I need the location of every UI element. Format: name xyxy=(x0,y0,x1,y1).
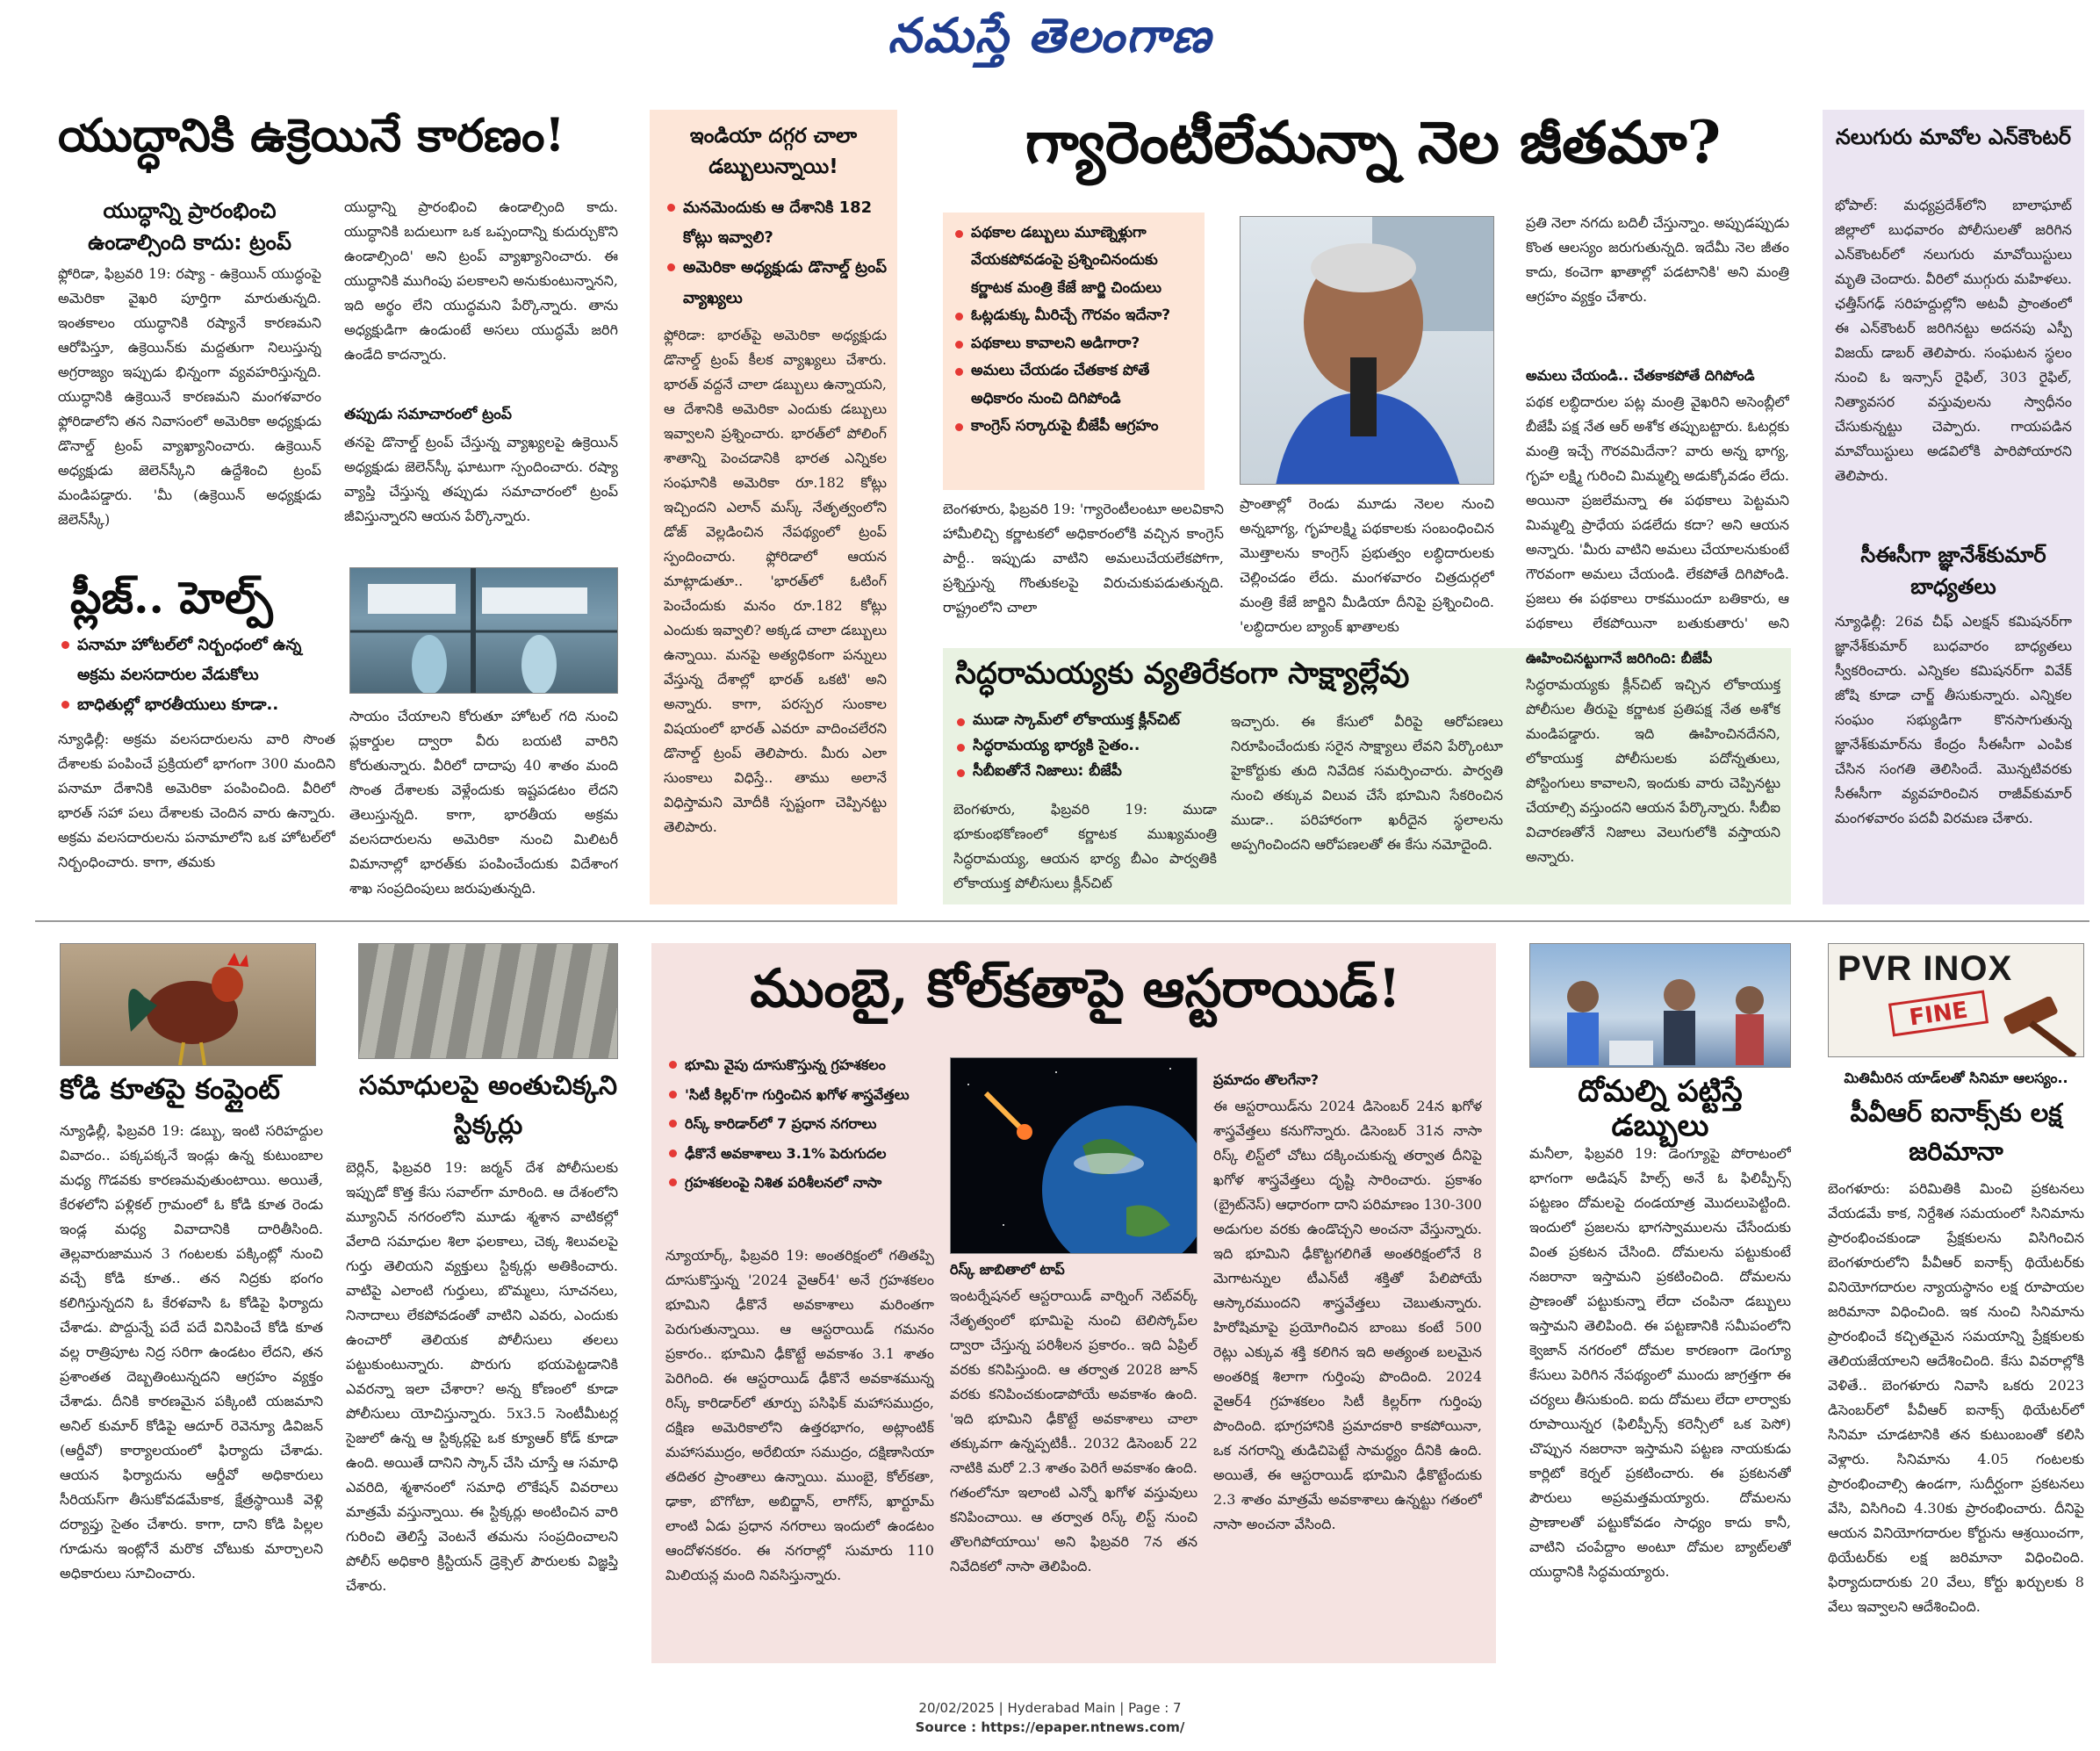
earth-asteroid-photo xyxy=(950,1057,1197,1254)
article-body: సిద్ధరామయ్యకు క్లీన్‌చిట్ ఇచ్చిన లోకాయుక్త పోలీసుల తీరుపై కర్ణాటక ప్రతిపక్ష నేత అశోక మండిపడ్డారు. ఇది ఊహించినదేనని, లోకాయుక్త పోలీసులకు పదోన్నతులు, పోస్టింగులు కావాలని, ఇందుకు వారు చెప్పినట్టు చేయాల్సి వస్తుందని ఆయన పేర్కొన్నారు. సీబీఐ విచారణతోనే నిజాలు వెలుగులోకి వస్తాయని అన్నారు. xyxy=(1526,676,1780,865)
bullet-item: ఓట్లడుక్కు మీరిచ్చే గౌరవం ఇదేనా? xyxy=(952,302,1199,329)
article-body: న్యూయార్క్, ఫిబ్రవరి 19: అంతరిక్షంలో గతితప్పి దూసుకొస్తున్న '2024 వైఆర్4' అనే గ్రహశకలం భూమిని ఢీకొనే అవకాశాలు మరింతగా పెరుగుతున్నాయి. ఆ ఆస్టరాయిడ్ గమనం ప్రకారం.. భూమిని ఢీకొట్టే అవకాశం 3.1 శాతం పెరిగింది. ఈ ఆస్టరాయిడ్ ఢీకొనే అవకాశమున్న రిస్క్ కారిడార్‌లో తూర్పు పసిఫిక్ మహాసముద్రం, దక్షిణ అమెరికాలోని ఉత్తరభాగం, అట్లాంటిక్ మహాసముద్రం, అరేబియా సముద్రం, దక్షిణాసియా తదితర ప్రాంతాలు ఉన్నాయి. ముంబై, కోల్‌కతా, ఢాకా, బొగోటా, అబిద్జాన్, లాగోస్, ఖార్టూమ్ లాంటి ఏడు ప్రధాన నగరాలు ఇందులో ఉండటం ఆందోళనకరం. ఈ నగరాల్లో సుమారు 110 మిలియన్ల మంది నివసిస్తున్నారు. xyxy=(665,1247,934,1583)
bullet-item: పనామా హోటల్‌లో నిర్బంధంలో ఉన్న అక్రమ వలసదారుల వేడుకోలు xyxy=(58,631,335,690)
mosquito-photo-graphic xyxy=(1530,944,1791,1068)
subhead-siddaramaiah: ఊహించినట్టుగానే జరిగింది: బీజేపీ xyxy=(1526,650,1713,667)
article-body: న్యూఢిల్లీ: 26వ చీఫ్ ఎలక్షన్ కమిషనర్‌గా జ్ఞానేశ్‌కుమార్ బుధవారం బాధ్యతలు స్వీకరించారు. ఎన్నికల కమిషనర్‌గా వివేక్ జోషి కూడా చార్జ్ తీసుకున్నారు. ఎన్నికల సంఘం సభ్యుడిగా కొనసాగుతున్న జ్ఞానేశ్‌కుమార్‌ను కేంద్రం సీఈసీగా ఎంపిక చేసిన సంగతి తెలిసిందే. మొన్నటివరకు సీఈసీగా వ్యవహరించిన రాజీవ్‌కుమార్ మంగళవారం పదవీ విరమణ చేశారు. xyxy=(1835,613,2072,826)
cec-title: సీఈసీగా జ్ఞానేశ్‌కుమార్ బాధ్యతలు xyxy=(1860,543,2046,599)
headline-ukraine: యుద్ధానికి ఉక్రెయినే కారణం! xyxy=(58,109,565,162)
headline-siddaramaiah: సిద్ధరామయ్యకు వ్యతిరేకంగా సాక్ష్యాల్లేవు xyxy=(955,656,1410,691)
article-body: మనీలా, ఫిబ్రవరి 19: డెంగ్యూపై పోరాటంలో భాగంగా అడిషన్ హిల్స్ అనే ఓ ఫిలిప్పీన్స్ పట్టణం దోమలపై దండయాత్ర మొదలుపెట్టింది. ఇందులో ప్రజలను భాగస్వాములను చేసేందుకు వింత ప్రకటన చేసింది. దోమలను పట్టుకుంటే నజరానా ఇస్తామని ప్రకటించింది. దోమలను ప్రాణంతో పట్టుకున్నా లేదా చంపినా డబ్బులు ఇస్తామని తెలిపింది. ఈ పట్టణానికి సమీపంలోని క్వెజాన్ నగరంలో దోమల కారణంగా డెంగ్యూ కేసులు పెరిగిన నేపథ్యంలో ముందు జాగ్రత్తగా ఈ చర్యలు తీసుకుంది. ఐదు దోమలు లేదా లార్వాకు రూపాయిన్నర (ఫిలిప్పీన్స్ కరెన్సీలో ఒక పెసో) చొప్పున నజరానా ఇస్తామని పట్టణ నాయకుడు కార్లిటో కెర్నల్ ప్రకటించారు. ఈ ప్రకటనతో పౌరులు అప్రమత్తమయ్యారు. దోమలను ప్రాణాలతో పట్టుకోవడం సాధ్యం కాదు కానీ, వాటిని చంపేద్దాం అంటూ దోమల బ్యాట్‌లతో యుద్ధానికి సిద్ధమయ్యారు. xyxy=(1529,1145,1791,1580)
divider xyxy=(35,920,2089,922)
fine-stamp: FINE xyxy=(1888,991,1989,1037)
mosquito-collection-photo xyxy=(1529,943,1791,1068)
headline-rooster: కోడి కూతపై కంప్లైంట్ xyxy=(60,1072,280,1106)
article-body: న్యూఢిల్లీ: అక్రమ వలసదారులను వారి సొంత దేశాలకు పంపించే ప్రక్రియలో భాగంగా 300 మందిని పనామా దేశానికి అమెరికా పంపించింది. వీరిలో భారత్ సహా పలు దేశాలకు చెందిన వారు ఉన్నారు. అక్రమ వలసదారులను పనామాలోని ఒక హోటల్‌లో నిర్బంధించారు. కాగా, తమకు xyxy=(58,731,335,870)
hotel-window-photo xyxy=(349,567,618,694)
pvr-kicker: మితిమీరిన యాడ్‌లతో సినిమా ఆలస్యం.. xyxy=(1844,1070,2068,1086)
gavel-icon xyxy=(1987,997,2083,1057)
article-body: ఈ ఆస్టరాయిడ్‌ను 2024 డిసెంబర్ 24న ఖగోళ శాస్త్రవేత్తలు కనుగొన్నారు. డిసెంబర్ 31న నాసా రిస్క్ లిస్ట్‌లో చోటు దక్కించుకున్న తర్వాత దీనిపై ఖగోళ శాస్త్రవేత్తలు దృష్టి సారించారు. ప్రకాశం (బ్రైట్‌నెస్) ఆధారంగా దాని పరిమాణం 130-300 అడుగుల వరకు ఉండొచ్చని అంచనా వేస్తున్నారు. ఇది భూమిని ఢీకొట్టగలిగితే అంతరిక్షంలోనే 8 మెగాటన్నుల టీఎన్‌టీ శక్తితో పేలిపోయే ఆస్కారముందని శాస్త్రవేత్తలు చెబుతున్నారు. హిరోషిమాపై ప్రయోగించిన బాంబు కంటే 500 రెట్లు ఎక్కువ శక్తి కలిగిన ఇది అత్యంత బలమైన అంతరిక్ష శిలాగా గుర్తింపు పొందింది. 2024 వైఆర్4 గ్రహశకలం సిటీ కిల్లర్‌గా గుర్తింపు పొందింది. భూగ్రహానికి ప్రమాదకారి కాకపోయినా, ఒక నగరాన్ని తుడిచిపెట్టే సామర్థ్యం దీనికి ఉంది. అయితే, ఈ ఆస్టరాయిడ్ భూమిని ఢీకొట్టేందుకు 2.3 శాతం మాత్రమే అవకాశాలు ఉన్నట్టు గతంలో నాసా అంచనా వేసింది. xyxy=(1213,1098,1482,1532)
bullet-item: ఢీకొనే అవకాశాలు 3.1% పెరుగుదల xyxy=(665,1139,929,1169)
pvr-inox-logo: PVR INOX xyxy=(1838,949,2013,988)
bullet-list xyxy=(952,220,1199,441)
bullet-list xyxy=(665,1050,929,1198)
bullet-list xyxy=(664,193,887,313)
hotel-window-photo-graphic xyxy=(350,568,618,694)
bullet-item: కాంగ్రెస్ సర్కారుపై బీజేపీ ఆగ్రహం xyxy=(952,413,1199,440)
india-money-title: ఇండియా దగ్గర చాలా డబ్బులున్నాయి! xyxy=(689,125,858,178)
bullet-item: బాధితుల్లో భారతీయులు కూడా.. xyxy=(58,690,335,720)
earth-asteroid-graphic xyxy=(951,1058,1197,1254)
headline-pvr: పీవీఆర్ ఐనాక్స్‌కు లక్ష జరిమానా xyxy=(1850,1098,2062,1166)
article-body: తనపై డొనాల్డ్ ట్రంప్ చేస్తున్న వ్యాఖ్యలపై ఉక్రెయిన్ అధ్యక్షుడు జెలెన్‌స్కీ ఘాటుగా స్పందించారు. రష్యా వ్యాప్తి చేస్తున్న తప్పుడు సమాచారంలో ట్రంప్ జీవిస్తున్నారని ఆయన పేర్కొన్నారు. xyxy=(344,434,618,524)
article-body: ప్రతి నెలా నగదు బదిలీ చేస్తున్నాం. అప్పుడప్పుడు కొంత ఆలస్యం జరుగుతున్నది. ఇదేమీ నెల జీతం కాదు, కంచెగా ఖాతాల్లో పడటానికి' అని మంత్రి ఆగ్రహం వ్యక్తం చేశారు. xyxy=(1526,214,1789,305)
article-body: న్యూఢిల్లీ, ఫిబ్రవరి 19: డబ్బు, ఇంటి సరిహద్దుల వివాదం.. పక్కపక్కనే ఇండ్లు ఉన్న కుటుంబాల మధ్య గొడవకు కారణమవుతుంటాయి. అయితే, కేరళలోని పళ్లికల్ గ్రామంలో ఓ కోడి కూత రెండు ఇండ్ల మధ్య వివాదానికి దారితీసింది. తెల్లవారుజామున 3 గంటలకు పక్కింట్లో నుంచి వచ్చే కోడి కూత.. తన నిద్రకు భంగం కలిగిస్తున్నదని ఓ కేరళవాసి ఓ కోడిపై ఫిర్యాదు చేశాడు. పొద్దున్నే పదే పదే వినిపించే కోడి కూత వల్ల రాత్రిపూట నిద్ర సరిగా ఉండటం లేదని, తన ప్రశాంతత దెబ్బతింటున్నదని ఆగ్రహం వ్యక్తం చేశాడు. దీనికి కారణమైన పక్కింటి యజమాని అనిల్ కుమార్ కోడిపై ఆదూర్ రెవెన్యూ డివిజన్ (ఆర్డీవో) కార్యాలయంలో ఫిర్యాదు చేశాడు. ఆయన ఫిర్యాదును ఆర్డీవో అధికారులు సీరియస్‌గా తీసుకోవడమేకాక, క్షేత్రస్థాయికి వెళ్లి దర్యాప్తు సైతం చేశారు. కాగా, దాని కోడి పిల్లల గూడును ఇంట్లోనే మరొక చోటుకు మార్చాలని అధికారులు సూచించారు. xyxy=(60,1122,323,1582)
bullet-item: పథకాలు కావాలని అడిగారా? xyxy=(952,330,1199,357)
subhead-guarantee: అమలు చేయండి.. చేతకాకపోతే దిగిపోండి xyxy=(1526,367,1755,384)
article-body: బెంగళూరు, ఫిబ్రవరి 19: ముడా భూకుంభకోణంలో కర్ణాటక ముఖ్యమంత్రి సిద్ధరామయ్య, ఆయన భార్య బీఎం పార్వతికి లోకాయుక్త పోలీసులు క్లీన్‌చిట్ xyxy=(953,801,1217,891)
subhead-ukraine-2: తప్పుడు సమాచారంలో ట్రంప్ xyxy=(344,406,512,423)
headline-guarantee: గ్యారెంటీలేమన్నా నెల జీతమా? xyxy=(1025,108,1722,177)
bullet-item: రిస్క్ కారిడార్‌లో 7 ప్రధాన నగరాలు xyxy=(665,1109,929,1139)
bullet-item: సిద్ధరామయ్య భార్యకి సైతం.. xyxy=(953,733,1217,759)
article-body: భోపాల్: మధ్యప్రదేశ్‌లోని బాలాఘాట్ జిల్లాలో బుధవారం పోలీసులతో జరిగిన ఎన్‌కౌంటర్‌లో నలుగురు మావోయిస్టులు మృతి చెందారు. వీరిలో ముగ్గురు మహిళలు. ఛత్తీస్‌గఢ్ సరిహద్దుల్లోని అటవీ ప్రాంతంలో ఈ ఎన్‌కౌంటర్ జరిగినట్టు అదనపు ఎస్పీ విజయ్ డాబర్ తెలిపారు. సంఘటన స్థలం నుంచి ఓ ఇన్సాస్ రైఫిల్, 303 రైఫిల్, నిత్యావసర వస్తువులను స్వాధీనం చేసుకున్నట్టు చెప్పారు. గాయపడిన మావోయిస్టులు అడవిలోకి పారిపోయారని తెలిపారు. xyxy=(1835,197,2072,484)
page-footer xyxy=(0,1699,2100,1738)
subhead-asteroid-2: ప్రమాదం తొలగేనా? xyxy=(1213,1071,1320,1088)
article-body: ఇచ్చారు. ఈ కేసులో వీరిపై ఆరోపణలు నిరూపించేందుకు సరైన సాక్ష్యాలు లేవని పేర్కొంటూ హైకోర్టుకు తుది నివేదిక సమర్పించారు. పార్వతి నుంచి తక్కువ విలువ చేసే భూమిని సేకరించిన ముడా.. పరిహారంగా ఖరీదైన స్థలాలను అప్పగించిందని ఆరోపణలతో ఈ కేసు నమోదైంది. xyxy=(1231,713,1503,853)
masthead: నమస్తే తెలంగాణ xyxy=(888,7,1212,63)
rooster-photo-graphic xyxy=(61,944,316,1066)
minister-photo xyxy=(1240,216,1494,485)
article-body: ఫ్లోరిడా: భారత్‌పై అమెరికా అధ్యక్షుడు డొనాల్డ్ ట్రంప్ కీలక వ్యాఖ్యలు చేశారు. భారత్ వద్దనే చాలా డబ్బులు ఉన్నాయని, ఆ దేశానికి అమెరికా ఎందుకు డబ్బులు ఇవ్వాలని ప్రశ్నించారు. భారత్‌లో పోలింగ్ శాతాన్ని పెంచడానికి భారత ఎన్నికల సంఘానికి అమెరికా రూ.182 కోట్లు ఇచ్చిందని ఎలాన్ మస్క్ నేతృత్వంలోని డోజ్ వెల్లడించిన నేపథ్యంలో ట్రంప్ స్పందించారు. ఫ్లోరిడాలో ఆయన మాట్లాడుతూ.. 'భారత్‌లో ఓటింగ్ పెంచేందుకు మనం రూ.182 కోట్లు ఎందుకు ఇవ్వాలి? అక్కడ చాలా డబ్బులు ఉన్నాయి. మనపై అత్యధికంగా పన్నులు వేస్తున్న దేశాల్లో భారత్ ఒకటి' అని అన్నారు. కాగా, పరస్పర సుంకాల విషయంలో భారత్ ఎవరూ వాదించలేరని డొనాల్డ్ ట్రంప్ తెలిపారు. మీరు ఎలా సుంకాలు విధిస్తే.. తాము అలానే విధిస్తామని మోదీకి స్పష్టంగా చెప్పినట్టు తెలిపారు. xyxy=(664,327,887,835)
bullet-item: అమలు చేయడం చేతకాక పోతే అధికారం నుంచి దిగిపోండి xyxy=(952,357,1199,413)
minister-photo-graphic xyxy=(1241,217,1494,485)
cemetery-photo xyxy=(358,943,618,1059)
headline-graves: సమాధులపై అంతుచిక్కని స్టిక్కర్లు xyxy=(358,1070,618,1141)
bullet-item: అమెరికా అధ్యక్షుడు డొనాల్డ్ ట్రంప్ వ్యాఖ్యలు xyxy=(664,253,887,313)
article-body: సాయం చేయాలని కోరుతూ హోటల్ గది నుంచి ప్లకార్డుల ద్వారా వీరు బయటి వారిని కోరుతున్నారు. వీరిలో దాదాపు 40 శాతం మంది సొంత దేశాలకు వెళ్లేందుకు ఇష్టపడటం లేదని తెలుస్తున్నది. కాగా, భారతీయ అక్రమ వలసదారులను అమెరికా నుంచి మిలిటరీ విమానాల్లో భారత్‌కు పంపించేందుకు విదేశాంగ శాఖ సంప్రదింపులు జరుపుతున్నది. xyxy=(349,708,618,897)
bullet-item: సీబీఐతోనే నిజాలు: బీజేపీ xyxy=(953,759,1217,784)
bullet-item: 'సిటీ కిల్లర్'గా గుర్తించిన ఖగోళ శాస్త్రవేత్తలు xyxy=(665,1080,929,1110)
article-body: ఫ్లోరిడా, ఫిబ్రవరి 19: రష్యా - ఉక్రెయిన్ యుద్ధంపై అమెరికా వైఖరి పూర్తిగా మారుతున్నది. ఇంతకాలం యుద్ధానికి రష్యానే కారణమని ఆరోపిస్తూ, ఉక్రెయిన్‌కు మద్దతుగా నిలుస్తున్న అగ్రరాజ్యం ఇప్పుడు భిన్నంగా వ్యవహరిస్తున్నది. యుద్ధానికి ఉక్రెయినే కారణమని మంగళవారం ఫ్లోరిడాలోని తన నివాసంలో అమెరికా అధ్యక్షుడు డొనాల్డ్ ట్రంప్ వ్యాఖ్యానించారు. ఉక్రెయిన్ అధ్యక్షుడు జెలెన్‌స్కీని ఉద్దేశించి ట్రంప్ మండిపడ్డారు. 'మీ (ఉక్రెయిన్ అధ్యక్షుడు జెలెన్‌స్కీ) xyxy=(58,265,321,528)
article-body: ఇంటర్నేషనల్ ఆస్టరాయిడ్ వార్నింగ్ నెట్‌వర్క్ నేతృత్వంలో భూమిపై నుంచి టెలిస్కోప్‌ల ద్వారా చేస్తున్న పరిశీలన ప్రకారం.. ఇది ఏప్రిల్ వరకు కనిపిస్తుంది. ఆ తర్వాత 2028 జూన్ వరకు కనిపించకుండాపోయే అవకాశం ఉంది. 'ఇది భూమిని ఢీకొట్టే అవకాశాలు చాలా తక్కువగా ఉన్నప్పటికీ.. 2032 డిసెంబర్ 22 నాటికి మరో 2.3 శాతం పెరిగే అవకాశం ఉంది. గతంలోనూ ఇలాంటి ఎన్నో ఖగోళ వస్తువులు కనిపించాయి. ఆ తర్వాత రిస్క్ లిస్ట్ నుంచి తొలగిపోయాయి' అని ఫిబ్రవరి 7న తన నివేదికలో నాసా తెలిపింది. xyxy=(950,1287,1197,1574)
footer-source: Source : https://epaper.ntnews.com/ xyxy=(915,1719,1185,1735)
pvr-inox-photo xyxy=(1828,943,2084,1057)
article-body: ప్రాంతాల్లో రెండు మూడు నెలల నుంచి అన్నభాగ్య, గృహలక్ష్మి పథకాలకు సంబంధించిన మొత్తాలను కాంగ్రెస్ ప్రభుత్వం లబ్ధిదారులకు చెల్లించడం లేదు. మంగళవారం చిత్రదుర్గలో మంత్రి కేజే జార్జిని మీడియా దీనిపై ప్రశ్నించింది. 'లబ్ధిదారుల బ్యాంక్ ఖాతాలకు xyxy=(1240,495,1494,635)
subhead-ukraine: యుద్ధాన్ని ప్రారంభించి ఉండాల్సింది కాదు: ట్రంప్ xyxy=(88,198,291,255)
article-body: యుద్ధాన్ని ప్రారంభించి ఉండాల్సింది కాదు. యుద్ధానికి బదులుగా ఒక ఒప్పందాన్ని కుదుర్చుకొని ఉండాల్సింది' అని ట్రంప్ వ్యాఖ్యానించారు. ఈ యుద్ధానికి ముగింపు పలకాలని అనుకుంటున్నానని, ఇది అర్థం లేని యుద్ధమని పేర్కొన్నారు. తాను అధ్యక్షుడిగా ఉండుంటే అసలు యుద్ధమే జరిగి ఉండేది కాదన్నారు. xyxy=(344,198,618,363)
headline-asteroid: ముంబై, కోల్‌కతాపై ఆస్టరాయిడ్! xyxy=(750,958,1401,1020)
maoist-title: నలుగురు మావోల ఎన్‌కౌంటర్ xyxy=(1835,125,2072,149)
subhead-asteroid: రిస్క్ జాబితాలో టాప్ xyxy=(950,1261,1065,1278)
bullet-item: భూమి వైపు దూసుకొస్తున్న గ్రహశకలం xyxy=(665,1050,929,1080)
bullet-item: మనమెందుకు ఆ దేశానికి 182 కోట్లు ఇవ్వాలి? xyxy=(664,193,887,253)
bullet-item: పథకాల డబ్బులు మూణ్నెళ్లుగా వేయకపోవడంపై ప్రశ్నించినందుకు కర్ణాటక మంత్రి కేజే జార్జి చిందులు xyxy=(952,220,1199,302)
article-body: పథక లబ్ధిదారుల పట్ల మంత్రి వైఖరిని అసెంబ్లీలో బీజేపీ పక్ష నేత ఆర్ అశోక తప్పుబట్టారు. ఓటర్లకు మంత్రి ఇచ్చే గౌరవమిదేనా? వారు అన్న భాగ్య, గృహ లక్ష్మి గురించి మిమ్మల్ని అడుక్కోవడం లేదు. అయినా ప్రజలేమన్నా ఈ పథకాలు పెట్టమని మిమ్మల్ని ప్రాధేయ పడలేదు కదా? అని ఆయన అన్నారు. 'మీరు వాటిని అమలు చేయాలనుకుంటే గౌరవంగా అమలు చేయండి. లేకపోతే దిగిపోండి. ప్రజలు ఈ పథకాలు రాకముందూ బతికారు, ఆ పథకాలు లేకపోయినా బతుకుతారు' అని xyxy=(1526,393,1789,631)
bullet-item: ముడా స్కామ్‌లో లోకాయుక్త క్లీన్‌చిట్ xyxy=(953,708,1217,733)
article-body: బెంగళూరు: పరిమితికి మించి ప్రకటనలు వేయడమే కాక, నిర్దేశిత సమయంలో సినిమాను ప్రారంభించకుండా ప్రేక్షకులను విసిగించిన బెంగళూరులోని పీవీఆర్ ఐనాక్స్ థియేటర్‌కు వినియోగదారుల న్యాయస్థానం లక్ష రూపాయల జరిమానా విధించింది. ఇక నుంచి సినిమాను ప్రారంభించే కచ్చితమైన సమయాన్ని ప్రేక్షకులకు తెలియజేయాలని ఆదేశించింది. కేసు వివరాల్లోకి వెళితే.. బెంగళూరు నివాసి ఒకరు 2023 డిసెంబర్‌లో పీవీఆర్ ఐనాక్స్ థియేటర్‌లో సినిమా చూడటానికి తన కుటుంబంతో కలిసి వెళ్లారు. సినిమాను 4.05 గంటలకు ప్రారంభించాల్సి ఉండగా, సుదీర్ఘంగా ప్రకటనలు వేసి, విసిగించి 4.30కు ప్రారంభించారు. దీనిపై ఆయన వినియోగదారుల కోర్టును ఆశ్రయించగా, థియేటర్‌కు లక్ష జరిమానా విధించింది. ఫిర్యాదుదారుకు 20 వేలు, కోర్టు ఖర్చులకు 8 వేలు ఇవ్వాలని ఆదేశించింది. xyxy=(1828,1180,2084,1615)
headline-mosquito: దోమల్ని పట్టిస్తే డబ్బులు xyxy=(1578,1074,1743,1144)
article-body: బెంగళూరు, ఫిబ్రవరి 19: 'గ్యారెంటీలంటూ అలవికాని హామీలిచ్చి కర్ణాటకలో అధికారంలోకి వచ్చిన కాంగ్రెస్ పార్టీ.. ఇప్పుడు వాటిని అమలుచేయలేకపోగా, ప్రశ్నిస్తున్న గొంతుకలపై విరుచుకుపడుతున్నది. రాష్ట్రంలోని చాలా xyxy=(943,501,1224,616)
bullet-list xyxy=(58,631,335,721)
bullet-item: గ్రహశకలంపై నిశిత పరిశీలనలో నాసా xyxy=(665,1168,929,1198)
article-body: బెర్లిన్, ఫిబ్రవరి 19: జర్మన్ దేశ పోలీసులకు ఇప్పుడో కొత్త కేసు సవాల్‌గా మారింది. ఆ దేశంలోని మ్యూనిచ్ నగరంలోని మూడు శ్మశాన వాటికల్లో వేలాది సమాధుల శిలా ఫలకాలు, చెక్క శిలువలపై గుర్తు తెలియని వ్యక్తులు స్టిక్కర్లు అతికించారు. వాటిపై ఎలాంటి గుర్తులు, బొమ్మలు, సూచనలు, నినాదాలు లేకపోవడంతో వాటిని ఎవరు, ఎందుకు ఉంచారో తెలియక పోలీసులు తలలు పట్టుకుంటున్నారు. పొరుగు భయపెట్టడానికి ఎవరన్నా ఇలా చేశారా? అన్న కోణంలో కూడా పోలీసులు యోచిస్తున్నారు. 5x3.5 సెంటీమీటర్ల సైజులో ఉన్న ఆ స్టిక్కర్లపై ఒక క్యూఆర్ కోడ్ కూడా ఉంది. అయితే దానిని స్కాన్ చేసి చూస్తే ఆ సమాధి ఎవరిది, శ్మశానంలో సమాధి లొకేషన్ వివరాలు మాత్రమే వస్తున్నాయి. ఈ స్టిక్కర్లు అంటించిన వారి గురించి తెలిస్తే వెంటనే తమను సంప్రదించాలని పోలీస్ అధికారి క్రిస్టియన్ డ్రెక్సెల్ పౌరులకు విజ్ఞప్తి చేశారు. xyxy=(346,1159,618,1594)
bullet-list xyxy=(953,708,1217,784)
footer-date-edition: 20/02/2025 | Hyderabad Main | Page : 7 xyxy=(918,1700,1182,1716)
rooster-photo xyxy=(60,943,316,1066)
headline-please-help: ప్లీజ్.. హెల్ప్ xyxy=(70,572,273,623)
